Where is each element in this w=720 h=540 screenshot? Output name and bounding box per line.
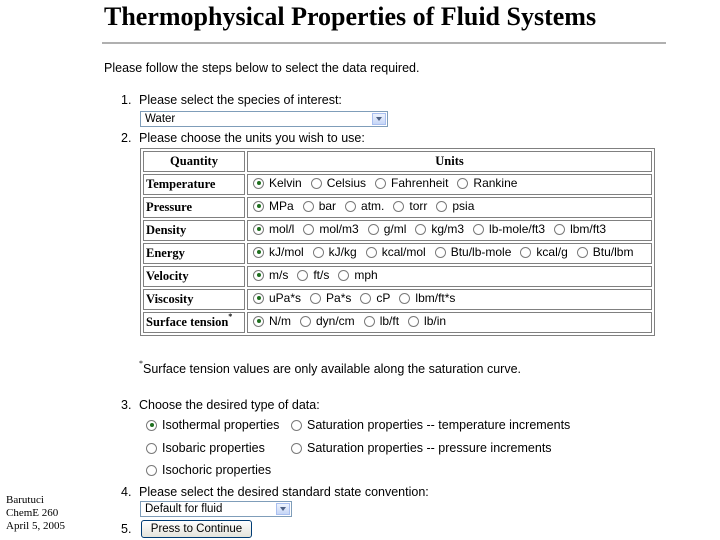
- unit-radio[interactable]: [364, 316, 375, 327]
- unit-option[interactable]: [365, 222, 407, 236]
- quantity-label-energy: [143, 243, 245, 264]
- species-select-value: Water: [145, 113, 176, 125]
- isobaric-radio[interactable]: [146, 443, 157, 454]
- unit-radio[interactable]: [368, 224, 379, 235]
- unit-option[interactable]: [310, 245, 357, 259]
- footnote-mark: *: [228, 312, 233, 321]
- step-2-number: 2.: [121, 131, 132, 145]
- sat-temp-radio[interactable]: [291, 420, 302, 431]
- quantity-name: Velocity: [146, 269, 189, 283]
- footnote-text: Surface tension values are only available along the saturation curve.: [143, 362, 522, 376]
- unit-option[interactable]: [470, 222, 545, 236]
- unit-radio[interactable]: [253, 293, 264, 304]
- unit-label: torr: [409, 199, 428, 214]
- step-5-number: 5.: [121, 522, 132, 536]
- unit-options-density: [247, 220, 652, 241]
- unit-label: lb/ft: [379, 314, 400, 329]
- isothermal-radio[interactable]: [146, 420, 157, 431]
- unit-option[interactable]: [454, 176, 517, 190]
- quantity-label-velocity: [143, 266, 245, 287]
- unit-option[interactable]: [250, 176, 302, 190]
- step-3-number: 3.: [121, 398, 132, 412]
- unit-option[interactable]: [405, 314, 446, 328]
- unit-label: lb-mole/ft3: [489, 222, 546, 237]
- unit-option[interactable]: [372, 176, 448, 190]
- unit-option[interactable]: [432, 245, 512, 259]
- unit-options-energy: [247, 243, 652, 264]
- units-row-viscosity: [143, 289, 652, 310]
- quantity-label-temperature: [143, 174, 245, 195]
- unit-label: dyn/cm: [316, 314, 355, 329]
- unit-radio[interactable]: [375, 178, 386, 189]
- unit-label: kJ/kg: [328, 245, 357, 260]
- unit-option[interactable]: [412, 222, 464, 236]
- isochoric-radio[interactable]: [146, 465, 157, 476]
- unit-label: mol/l: [269, 222, 295, 237]
- surface-tension-footnote: [139, 359, 522, 377]
- unit-option[interactable]: [307, 291, 351, 305]
- unit-radio[interactable]: [253, 178, 264, 189]
- unit-label: Rankine: [473, 176, 518, 191]
- page-title: Thermophysical Properties of Fluid Systems: [104, 2, 597, 31]
- unit-radio[interactable]: [338, 270, 349, 281]
- unit-radio[interactable]: [435, 247, 446, 258]
- quantity-label-pressure: [143, 197, 245, 218]
- data-type-isobaric[interactable]: [143, 441, 265, 455]
- unit-label: kcal/mol: [381, 245, 426, 260]
- footer-course: ChemE 260: [6, 507, 59, 519]
- quantity-label-density: [143, 220, 245, 241]
- unit-radio[interactable]: [408, 316, 419, 327]
- unit-option[interactable]: [300, 199, 336, 213]
- quantity-label-surface-tension: [143, 312, 245, 333]
- unit-option[interactable]: [574, 245, 634, 259]
- units-table: [140, 148, 655, 336]
- unit-option[interactable]: [294, 268, 329, 282]
- step-1-label: Please select the species of interest:: [139, 93, 342, 107]
- units-row-energy: [143, 243, 652, 264]
- isochoric-label: Isochoric properties: [162, 463, 272, 477]
- step-4-number: 4.: [121, 485, 132, 499]
- unit-label: uPa*s: [269, 291, 302, 306]
- quantity-label-viscosity: [143, 289, 245, 310]
- unit-option[interactable]: [250, 314, 291, 328]
- unit-radio[interactable]: [311, 178, 322, 189]
- unit-radio[interactable]: [457, 178, 468, 189]
- unit-radio[interactable]: [436, 201, 447, 212]
- unit-option[interactable]: [390, 199, 427, 213]
- unit-label: Fahrenheit: [391, 176, 449, 191]
- unit-radio[interactable]: [253, 224, 264, 235]
- sat-pres-label: Saturation properties -- pressure increments: [307, 441, 552, 455]
- data-type-sat-temp[interactable]: [288, 418, 570, 432]
- sat-pres-radio[interactable]: [291, 443, 302, 454]
- author-footer: [6, 494, 65, 533]
- unit-label: N/m: [269, 314, 291, 329]
- unit-radio[interactable]: [366, 247, 377, 258]
- units-row-pressure: [143, 197, 652, 218]
- footer-author: Barutuci: [6, 494, 44, 506]
- unit-label: kJ/mol: [269, 245, 304, 260]
- unit-label: m/s: [269, 268, 289, 283]
- standard-state-select[interactable]: [140, 501, 292, 517]
- unit-option[interactable]: [361, 314, 399, 328]
- unit-radio[interactable]: [297, 270, 308, 281]
- unit-label: Pa*s: [326, 291, 352, 306]
- unit-label: bar: [318, 199, 337, 214]
- unit-label: kcal/g: [536, 245, 568, 260]
- unit-option[interactable]: [250, 199, 294, 213]
- units-header: Units: [247, 151, 652, 172]
- unit-option[interactable]: [250, 291, 301, 305]
- unit-option[interactable]: [396, 291, 455, 305]
- unit-radio[interactable]: [415, 224, 426, 235]
- data-type-isothermal[interactable]: [143, 418, 279, 432]
- unit-radio[interactable]: [253, 201, 264, 212]
- unit-radio[interactable]: [303, 201, 314, 212]
- chevron-down-icon[interactable]: [372, 113, 386, 125]
- footnote-mark: *: [139, 359, 143, 368]
- unit-option[interactable]: [250, 222, 294, 236]
- unit-option[interactable]: [300, 222, 358, 236]
- unit-option[interactable]: [551, 222, 606, 236]
- unit-label: Celsius: [326, 176, 367, 191]
- unit-radio[interactable]: [253, 316, 264, 327]
- isobaric-label: Isobaric properties: [162, 441, 265, 455]
- quantity-name: Pressure: [146, 200, 193, 214]
- unit-label: atm.: [361, 199, 385, 214]
- unit-radio[interactable]: [360, 293, 371, 304]
- unit-option[interactable]: [517, 245, 567, 259]
- units-row-surface-tension: [143, 312, 652, 333]
- unit-label: Btu/lbm: [592, 245, 634, 260]
- continue-button[interactable]: Press to Continue: [141, 520, 252, 538]
- unit-radio[interactable]: [310, 293, 321, 304]
- units-table-header: [143, 151, 652, 172]
- unit-label: psia: [452, 199, 475, 214]
- unit-radio[interactable]: [300, 316, 311, 327]
- unit-options-temperature: [247, 174, 652, 195]
- quantity-name: Temperature: [146, 177, 216, 191]
- unit-radio[interactable]: [520, 247, 531, 258]
- units-row-velocity: [143, 266, 652, 287]
- unit-radio[interactable]: [253, 247, 264, 258]
- chevron-down-icon[interactable]: [276, 503, 290, 515]
- unit-options-velocity: [247, 266, 652, 287]
- unit-label: kg/m3: [431, 222, 465, 237]
- unit-option[interactable]: [308, 176, 366, 190]
- unit-radio[interactable]: [313, 247, 324, 258]
- standard-state-value: Default for fluid: [145, 503, 223, 515]
- unit-radio[interactable]: [253, 270, 264, 281]
- species-select[interactable]: [140, 111, 388, 127]
- quantity-name: Viscosity: [146, 292, 194, 306]
- unit-radio[interactable]: [399, 293, 410, 304]
- step-2-label: Please choose the units you wish to use:: [139, 131, 365, 145]
- unit-radio[interactable]: [303, 224, 314, 235]
- unit-label: lbm/ft3: [570, 222, 607, 237]
- quantity-name: Energy: [146, 246, 185, 260]
- unit-options-viscosity: [247, 289, 652, 310]
- unit-options-surface-tension: [247, 312, 652, 333]
- unit-label: ft/s: [313, 268, 330, 283]
- unit-options-pressure: [247, 197, 652, 218]
- unit-option[interactable]: [250, 245, 304, 259]
- unit-option[interactable]: [357, 291, 390, 305]
- quantity-header: Quantity: [143, 151, 245, 172]
- footer-date: April 5, 2005: [6, 520, 65, 532]
- unit-label: cP: [376, 291, 391, 306]
- unit-option[interactable]: [335, 268, 377, 282]
- step-1-number: 1.: [121, 93, 132, 107]
- unit-label: g/ml: [383, 222, 407, 237]
- title-divider: [102, 42, 666, 44]
- step-4-label: Please select the desired standard state convention:: [139, 485, 429, 499]
- unit-option[interactable]: [342, 199, 384, 213]
- isothermal-label: Isothermal properties: [162, 418, 280, 432]
- unit-option[interactable]: [297, 314, 355, 328]
- unit-option[interactable]: [363, 245, 426, 259]
- sat-temp-label: Saturation properties -- temperature increments: [307, 418, 571, 432]
- intro-text: Please follow the steps below to select the data required.: [104, 61, 420, 75]
- data-type-sat-pres[interactable]: [288, 441, 552, 455]
- step-3-label: Choose the desired type of data:: [139, 398, 320, 412]
- unit-label: lbm/ft*s: [415, 291, 456, 306]
- quantity-name: Density: [146, 223, 187, 237]
- unit-label: mph: [354, 268, 378, 283]
- units-row-temperature: [143, 174, 652, 195]
- units-row-density: [143, 220, 652, 241]
- data-type-isochoric[interactable]: [143, 463, 271, 477]
- unit-option[interactable]: [433, 199, 474, 213]
- unit-radio[interactable]: [345, 201, 356, 212]
- unit-label: mol/m3: [319, 222, 359, 237]
- unit-radio[interactable]: [577, 247, 588, 258]
- quantity-name: Surface tension: [146, 315, 229, 329]
- unit-radio[interactable]: [554, 224, 565, 235]
- unit-label: lb/in: [424, 314, 447, 329]
- unit-label: MPa: [269, 199, 294, 214]
- unit-option[interactable]: [250, 268, 288, 282]
- unit-label: Btu/lb-mole: [450, 245, 512, 260]
- unit-radio[interactable]: [473, 224, 484, 235]
- unit-label: Kelvin: [269, 176, 302, 191]
- unit-radio[interactable]: [393, 201, 404, 212]
